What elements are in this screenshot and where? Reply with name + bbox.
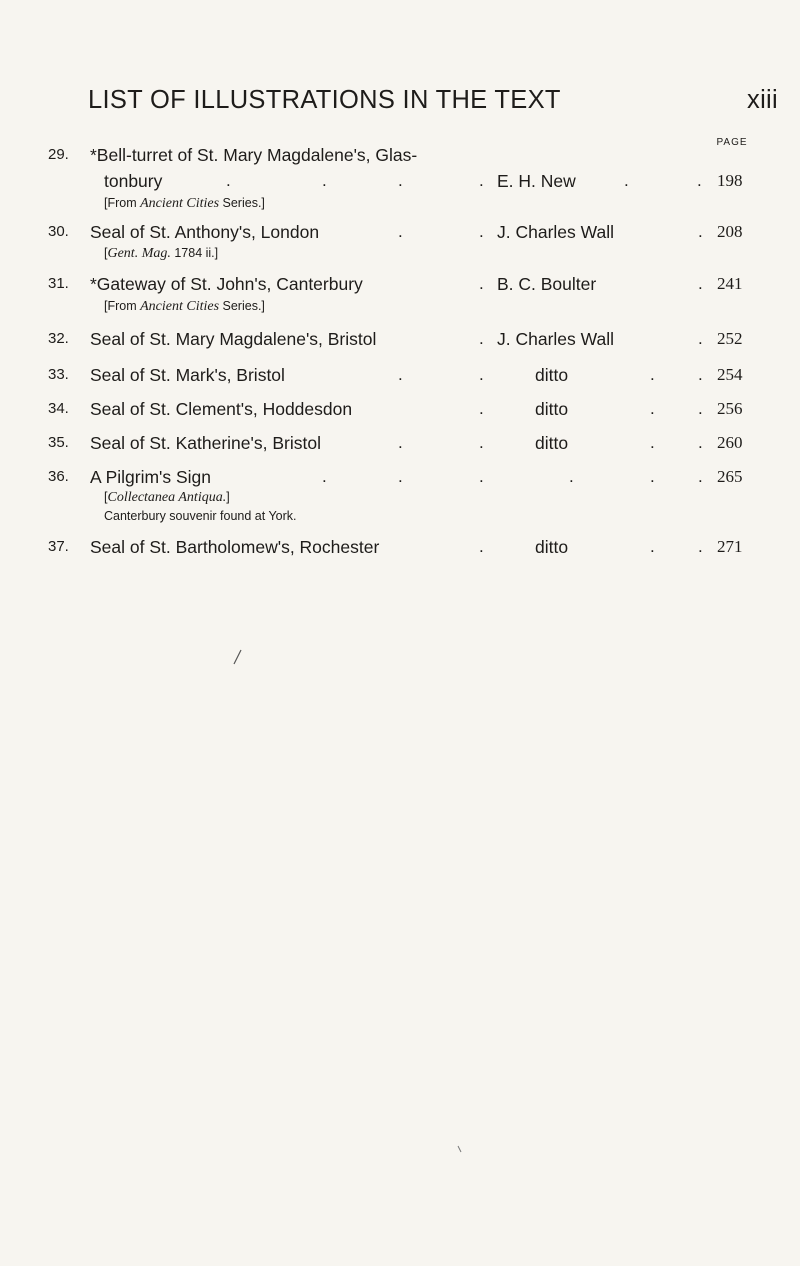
entry-source-note: [From Ancient Cities Series.] — [104, 299, 265, 314]
leader-dot: . — [398, 467, 403, 486]
entry-artist: B. C. Boulter — [497, 274, 597, 294]
entry-page: 256 — [717, 399, 743, 418]
leader-dot: . — [398, 171, 403, 190]
leader-dot: . — [322, 467, 327, 486]
header-title: LIST OF ILLUSTRATIONS IN THE TEXT — [88, 86, 561, 114]
entry-title: Seal of St. Clement's, Hoddesdon — [90, 399, 353, 419]
entry-title: Seal of St. Anthony's, London — [90, 222, 320, 242]
entry-title: *Bell-turret of St. Mary Magdalene's, Glas- — [90, 145, 418, 165]
leader-dot: . — [398, 365, 403, 384]
stray-mark — [458, 1146, 461, 1152]
leader-dot: . — [479, 171, 484, 190]
entry-artist: E. H. New — [497, 171, 576, 191]
entry-number: 37. — [48, 538, 69, 555]
entry-title: Seal of St. Mary Magdalene's, Bristol — [90, 329, 377, 349]
entry-artist: ditto — [535, 537, 569, 557]
leader-dot: . — [479, 433, 484, 452]
entry-title: *Gateway of St. John's, Canterbury — [90, 274, 363, 294]
leader-dot: . — [698, 467, 703, 486]
entry-title: Seal of St. Bartholomew's, Rochester — [90, 537, 380, 557]
entry-artist: J. Charles Wall — [497, 222, 615, 242]
entry-artist: ditto — [535, 433, 569, 453]
leader-dot: . — [698, 222, 703, 241]
entry-page: 260 — [717, 433, 743, 452]
entry-number: 34. — [48, 400, 69, 417]
leader-dot: . — [479, 399, 484, 418]
entry-page: 198 — [717, 171, 743, 190]
leader-dot: . — [698, 274, 703, 293]
leader-dot: . — [479, 274, 484, 293]
leader-dot: . — [479, 467, 484, 486]
entry-artist: ditto — [535, 365, 569, 385]
entry-number: 35. — [48, 434, 69, 451]
leader-dot: . — [698, 433, 703, 452]
entry-source-note: [From Ancient Cities Series.] — [104, 196, 265, 211]
leader-dot: . — [479, 329, 484, 348]
entry-title: A Pilgrim's Sign — [90, 467, 212, 487]
leader-dot: . — [226, 171, 231, 190]
entry-source-note: [Collectanea Antiqua.] — [104, 490, 230, 505]
leader-dot: . — [697, 171, 702, 190]
leader-dot: . — [624, 171, 629, 190]
page-column-label: PAGE — [716, 137, 748, 148]
entry-artist: ditto — [535, 399, 569, 419]
entry-page: 265 — [717, 467, 743, 486]
entry-page: 254 — [717, 365, 743, 384]
entry-title: Seal of St. Katherine's, Bristol — [90, 433, 321, 453]
leader-dot: . — [698, 537, 703, 556]
entry-number: 30. — [48, 223, 69, 240]
leader-dot: . — [650, 399, 655, 418]
entry-number: 33. — [48, 366, 69, 383]
entry-description-note: Canterbury souvenir found at York. — [104, 509, 297, 523]
leader-dot: . — [398, 433, 403, 452]
leader-dot: . — [698, 365, 703, 384]
leader-dot: . — [569, 467, 574, 486]
entry-page: 271 — [717, 537, 743, 556]
leader-dot: . — [322, 171, 327, 190]
entry-number: 36. — [48, 468, 69, 485]
leader-dot: . — [698, 329, 703, 348]
entry-title-continued: tonbury — [104, 171, 163, 191]
entry-page: 241 — [717, 274, 743, 293]
leader-dot: . — [650, 467, 655, 486]
entry-title: Seal of St. Mark's, Bristol — [90, 365, 285, 385]
leader-dot: . — [479, 365, 484, 384]
entry-number: 29. — [48, 146, 69, 163]
header-page-numeral: xiii — [747, 86, 778, 114]
entry-page: 252 — [717, 329, 743, 348]
leader-dot: . — [650, 365, 655, 384]
entry-number: 31. — [48, 275, 69, 292]
leader-dot: . — [650, 537, 655, 556]
leader-dot: . — [479, 222, 484, 241]
entry-page: 208 — [717, 222, 743, 241]
leader-dot: . — [698, 399, 703, 418]
leader-dot: . — [650, 433, 655, 452]
entry-source-note: [Gent. Mag. 1784 ii.] — [104, 246, 219, 261]
entry-number: 32. — [48, 330, 69, 347]
leader-dot: . — [398, 222, 403, 241]
stray-mark — [234, 650, 241, 664]
entry-artist: J. Charles Wall — [497, 329, 615, 349]
leader-dot: . — [479, 537, 484, 556]
